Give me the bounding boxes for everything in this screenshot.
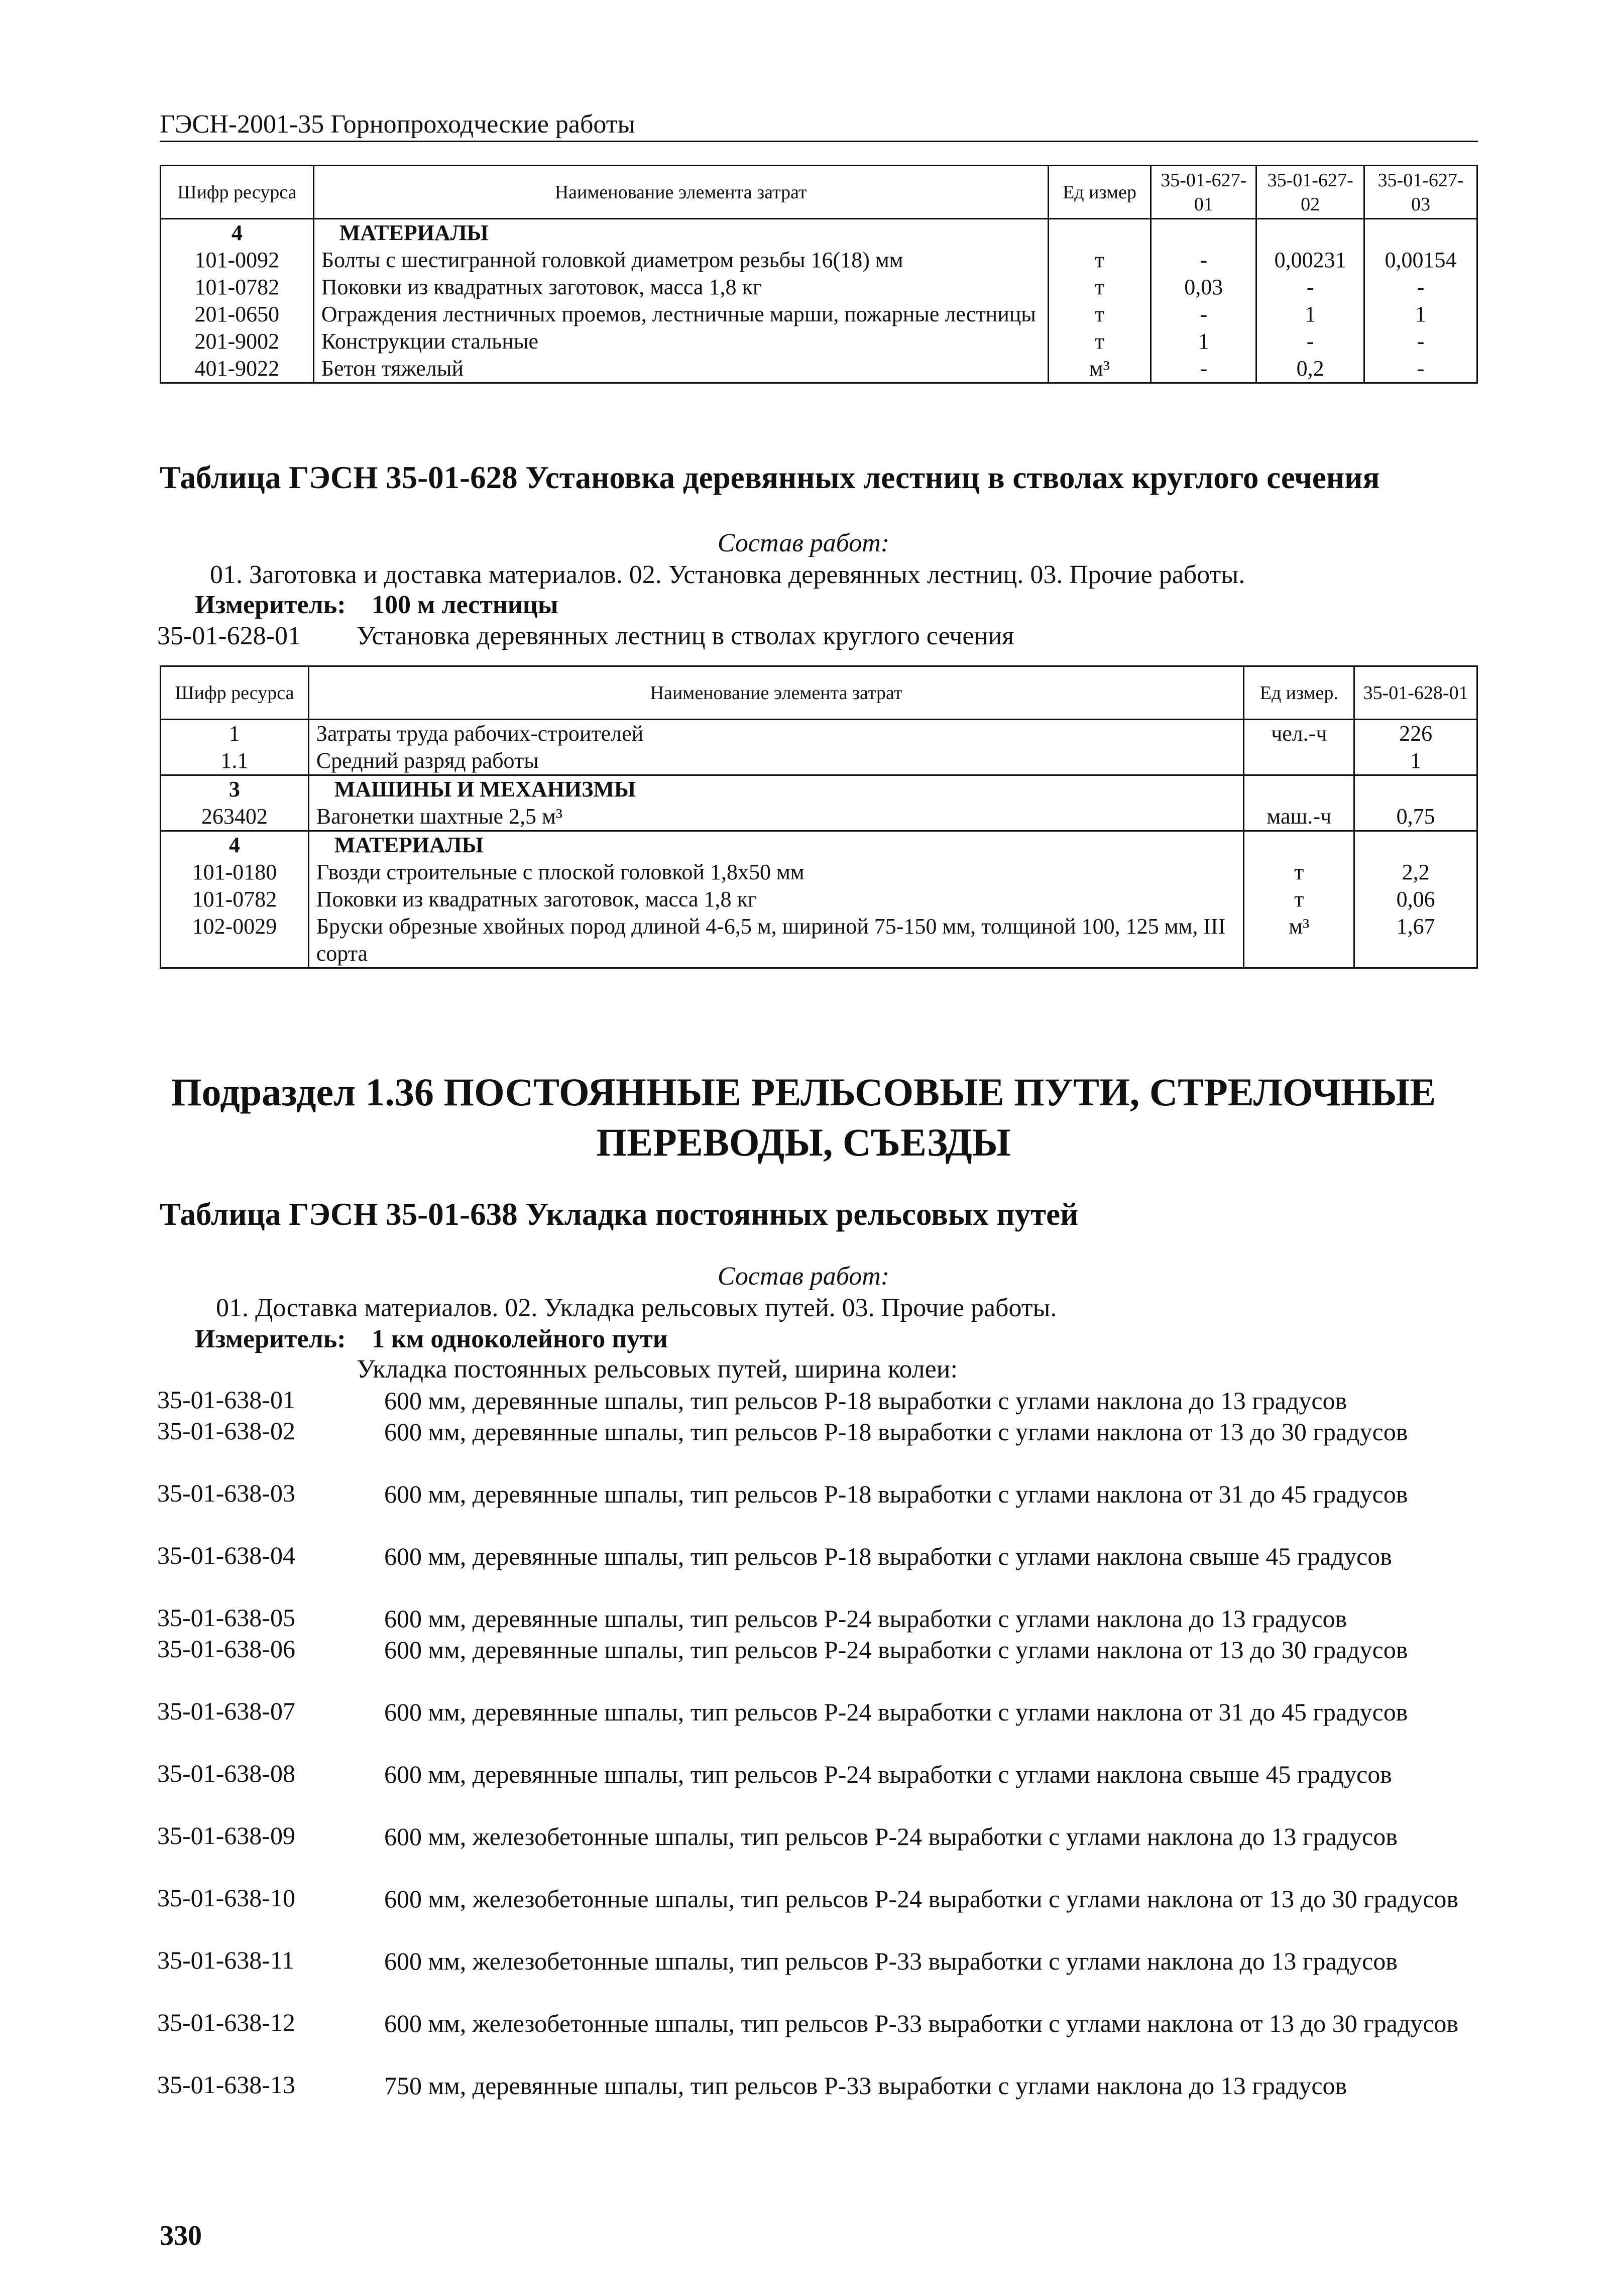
cell-code: 101-0782 xyxy=(161,886,309,913)
composition-text: 01. Заготовка и доставка материалов. 02. Установка деревянных лестниц. 03. Прочие работы. xyxy=(210,560,1245,589)
col-header-628-01: 35-01-628-01 xyxy=(1354,666,1477,720)
meter-value: 100 м лестницы xyxy=(372,591,558,619)
list-item-code: 35-01-638-04 xyxy=(157,1541,295,1569)
cell-value: 2,2 xyxy=(1354,859,1477,886)
cell-unit: т xyxy=(1048,328,1151,355)
list-item-code: 35-01-638-13 xyxy=(157,2071,295,2099)
cell-value: - xyxy=(1151,355,1256,383)
meter-label: Измеритель: xyxy=(195,591,346,619)
list-item-desc: 600 мм, деревянные шпалы, тип рельсов Р-18 выработки с углами наклона до 13 градусов xyxy=(384,1387,1347,1415)
table-627 xyxy=(160,165,1478,384)
cell-name: Поковки из квадратных заготовок, масса 1,8 кг xyxy=(313,274,1048,301)
section-heading: МАТЕРИАЛЫ xyxy=(308,831,1244,859)
cell-unit: чел.-ч xyxy=(1244,720,1354,748)
cell-unit: маш.-ч xyxy=(1244,803,1354,831)
page-number: 330 xyxy=(160,2220,202,2251)
cell-value: - xyxy=(1364,328,1477,355)
table-row xyxy=(161,803,1477,831)
cell-value: - xyxy=(1364,355,1477,383)
work-description: Установка деревянных лестниц в стволах круглого сечения xyxy=(357,622,1014,650)
cell-code: 263402 xyxy=(161,803,309,831)
list-item-desc: 600 мм, деревянные шпалы, тип рельсов Р-24 выработки с углами наклона от 31 до 45 градусов xyxy=(384,1698,1408,1726)
cell-unit xyxy=(1244,747,1354,775)
cell-value: 1 xyxy=(1354,747,1477,775)
list-item-desc: 750 мм, деревянные шпалы, тип рельсов Р-33 выработки с углами наклона до 13 градусов xyxy=(384,2072,1347,2100)
cell-value: - xyxy=(1151,247,1256,274)
cell-value: - xyxy=(1256,328,1364,355)
table-row xyxy=(161,219,1477,247)
list-item-code: 35-01-638-12 xyxy=(157,2008,295,2036)
table-628 xyxy=(160,665,1478,969)
cell-value: 0,06 xyxy=(1354,886,1477,913)
cell-value: 1 xyxy=(1256,301,1364,328)
table-638-title: Таблица ГЭСН 35-01-638 Укладка постоянных рельсовых путей xyxy=(160,1197,1079,1232)
list-item-desc: 600 мм, деревянные шпалы, тип рельсов Р-24 выработки с углами наклона свыше 45 градусов xyxy=(384,1760,1392,1788)
work-code: 35-01-628-01 xyxy=(157,622,301,650)
cell-code: 102-0029 xyxy=(161,913,309,968)
cell-name: Болты с шестигранной головкой диаметром резьбы 16(18) мм xyxy=(313,247,1048,274)
header-rule xyxy=(160,141,1478,142)
section-heading: МАТЕРИАЛЫ xyxy=(313,219,1048,247)
list-item-code: 35-01-638-02 xyxy=(157,1417,295,1445)
cell-value: 0,75 xyxy=(1354,803,1477,831)
cell-unit: т xyxy=(1048,274,1151,301)
subsection-title-line2: ПЕРЕВОДЫ, СЪЕЗДЫ xyxy=(596,1120,1011,1164)
cell-value: - xyxy=(1151,301,1256,328)
cell-code: 1.1 xyxy=(161,747,309,775)
list-item-code: 35-01-638-10 xyxy=(157,1884,295,1912)
cell-value: 0,2 xyxy=(1256,355,1364,383)
list-item-code: 35-01-638-07 xyxy=(157,1697,295,1725)
list-item-desc: 600 мм, деревянные шпалы, тип рельсов Р-24 выработки с углами наклона от 13 до 30 градусов xyxy=(384,1636,1408,1664)
col-header-name: Наименование элемента затрат xyxy=(308,666,1244,720)
table-row xyxy=(161,355,1477,383)
table-row xyxy=(161,859,1477,886)
cell-unit: м³ xyxy=(1244,913,1354,968)
cell-value: 0,03 xyxy=(1151,274,1256,301)
cell-unit: м³ xyxy=(1048,355,1151,383)
col-header-code: Шифр ресурса xyxy=(161,666,309,720)
cell-value: - xyxy=(1256,274,1364,301)
subsection-title-line1: Подраздел 1.36 ПОСТОЯННЫЕ РЕЛЬСОВЫЕ ПУТИ, СТРЕЛОЧНЫЕ xyxy=(171,1070,1436,1114)
meter-value: 1 км одноколейного пути xyxy=(372,1325,668,1353)
cell-value: 0,00154 xyxy=(1364,247,1477,274)
cell-code: 101-0782 xyxy=(161,274,314,301)
list-item-code: 35-01-638-05 xyxy=(157,1603,295,1632)
list-item-code: 35-01-638-06 xyxy=(157,1635,295,1663)
cell-name: Конструкции стальные xyxy=(313,328,1048,355)
cell-code: 401-9022 xyxy=(161,355,314,383)
cell-name: Бетон тяжелый xyxy=(313,355,1048,383)
table-row xyxy=(161,328,1477,355)
cell-name: Поковки из квадратных заготовок, масса 1,8 кг xyxy=(308,886,1244,913)
list-item-desc: 600 мм, железобетонные шпалы, тип рельсов Р-33 выработки с углами наклона от 13 до 30 градусов xyxy=(384,2009,1459,2037)
cell-name: Бруски обрезные хвойных пород длиной 4-6,5 м, шириной 75-150 мм, толщиной 100, 125 мм, III сорта xyxy=(308,913,1244,968)
list-item-code: 35-01-638-03 xyxy=(157,1479,295,1507)
cell-name: Ограждения лестничных проемов, лестничные марши, пожарные лестницы xyxy=(313,301,1048,328)
table-row xyxy=(161,247,1477,274)
list-item-code: 35-01-638-01 xyxy=(157,1386,295,1414)
cell-value: 1 xyxy=(1151,328,1256,355)
list-item-desc: 600 мм, деревянные шпалы, тип рельсов Р-18 выработки с углами наклона от 13 до 30 градусов xyxy=(384,1418,1408,1446)
col-header-627-03: 35-01-627-03 xyxy=(1364,166,1477,219)
cell-value: 226 xyxy=(1354,720,1477,748)
cell-value: 0,00231 xyxy=(1256,247,1364,274)
cell-code: 101-0092 xyxy=(161,247,314,274)
composition-label: Состав работ: xyxy=(717,529,890,557)
cell-name: Затраты труда рабочих-строителей xyxy=(308,720,1244,748)
table-row xyxy=(161,775,1477,803)
cell-code: 1 xyxy=(161,720,309,748)
cell-code: 4 xyxy=(161,831,309,859)
cell-name: Средний разряд работы xyxy=(308,747,1244,775)
cell-unit: т xyxy=(1244,886,1354,913)
table-row xyxy=(161,720,1477,748)
cell-value: - xyxy=(1364,274,1477,301)
col-header-name: Наименование элемента затрат xyxy=(313,166,1048,219)
table-row xyxy=(161,831,1477,859)
section-heading: МАШИНЫ И МЕХАНИЗМЫ xyxy=(308,775,1244,803)
col-header-627-01: 35-01-627-01 xyxy=(1151,166,1256,219)
list-item-desc: 600 мм, деревянные шпалы, тип рельсов Р-18 выработки с углами наклона от 31 до 45 градусов xyxy=(384,1480,1408,1508)
list-item-code: 35-01-638-08 xyxy=(157,1759,295,1787)
cell-code: 101-0180 xyxy=(161,859,309,886)
table-row xyxy=(161,301,1477,328)
cell-code: 201-0650 xyxy=(161,301,314,328)
list-item-code: 35-01-638-09 xyxy=(157,1821,295,1850)
cell-code: 3 xyxy=(161,775,309,803)
table-row xyxy=(161,274,1477,301)
composition-text: 01. Доставка материалов. 02. Укладка рельсовых путей. 03. Прочие работы. xyxy=(216,1294,1057,1322)
col-header-code: Шифр ресурса xyxy=(161,166,314,219)
col-header-unit: Ед измер xyxy=(1048,166,1151,219)
running-header: ГЭСН-2001-35 Горнопроходческие работы xyxy=(160,110,635,139)
composition-label: Состав работ: xyxy=(717,1262,890,1291)
list-item-desc: 600 мм, железобетонные шпалы, тип рельсов Р-24 выработки с углами наклона от 13 до 30 градусов xyxy=(384,1885,1459,1913)
cell-name: Гвозди строительные с плоской головкой 1,8x50 мм xyxy=(308,859,1244,886)
meter-label: Измеритель: xyxy=(195,1325,346,1353)
list-item-code: 35-01-638-11 xyxy=(157,1946,295,1974)
col-header-unit: Ед измер. xyxy=(1244,666,1354,720)
col-header-627-02: 35-01-627-02 xyxy=(1256,166,1364,219)
table-row xyxy=(161,913,1477,968)
cell-code: 4 xyxy=(161,219,314,247)
table-row xyxy=(161,886,1477,913)
list-item-desc: 600 мм, железобетонные шпалы, тип рельсов Р-24 выработки с углами наклона до 13 градусов xyxy=(384,1822,1398,1851)
cell-value: 1 xyxy=(1364,301,1477,328)
list-item-desc: 600 мм, деревянные шпалы, тип рельсов Р-18 выработки с углами наклона свыше 45 градусов xyxy=(384,1542,1392,1570)
list-intro: Укладка постоянных рельсовых путей, ширина колеи: xyxy=(357,1355,958,1384)
list-item-desc: 600 мм, железобетонные шпалы, тип рельсов Р-33 выработки с углами наклона до 13 градусов xyxy=(384,1947,1398,1975)
list-item-desc: 600 мм, деревянные шпалы, тип рельсов Р-24 выработки с углами наклона до 13 градусов xyxy=(384,1604,1347,1633)
cell-unit: т xyxy=(1048,247,1151,274)
cell-value: 1,67 xyxy=(1354,913,1477,968)
cell-unit: т xyxy=(1048,301,1151,328)
cell-unit: т xyxy=(1244,859,1354,886)
table-628-title: Таблица ГЭСН 35-01-628 Установка деревянных лестниц в стволах круглого сечения xyxy=(160,460,1380,495)
table-row xyxy=(161,747,1477,775)
cell-code: 201-9002 xyxy=(161,328,314,355)
cell-name: Вагонетки шахтные 2,5 м³ xyxy=(308,803,1244,831)
